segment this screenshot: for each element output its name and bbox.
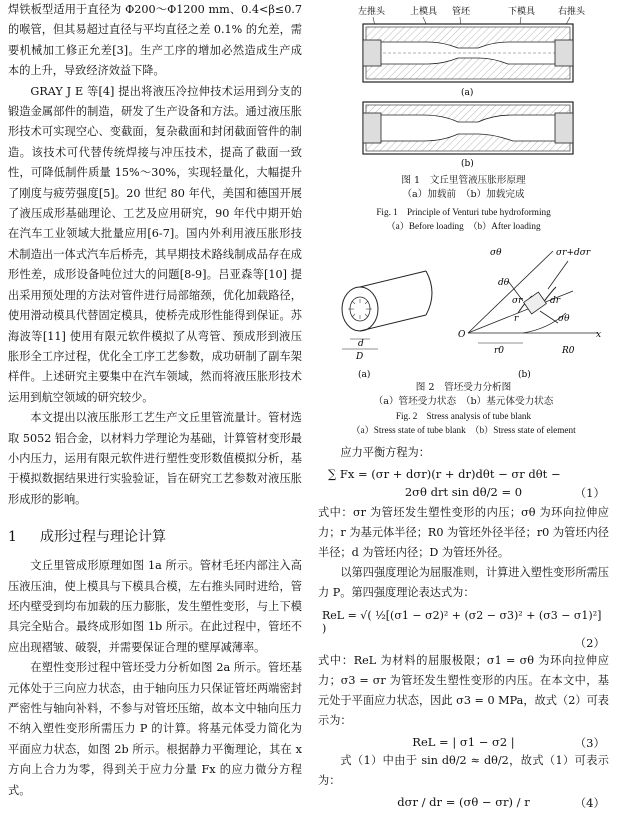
section-title: 成形过程与理论计算 (40, 529, 166, 546)
paragraph-2: GRAY J E 等[4] 提出将液压冷拉伸技术运用到分支的锻造金属部件的制造，研发了生产设备和方法。通过液压胀形技术可实现空心、变截面，复杂截面和封闭截面管件的制造。该技术可代替传统焊接与冲压技术，提高了截面一致性，可降低制件质量 15%～30%，实现轻量化，大幅提升了刚度与疲劳强度[5]。20 世纪 80 年代，美国和德国开展了液压成形基础理论、工艺及应用研究，90 年代中期开始在汽车工业领域大批量应用[6-7]。国内外利用液压胀形技术制造出一体式汽车后桥壳，其早期技术路线制成品存在成形性差，成形设备吨位过大的问题[8-9]。吕亚森等[10] 提出采用预处理的方法对管件进行局部缩颈，优化加载路径，使用滑动模具代替固定模具，使桥壳成形性能得到保证。苏海波等[11] 使用有限元软件模拟了从弯管、预成形到液压胀形全工序过程，优化全工序工艺参数，成功研制了副车架样件。上述研究主要集中在汽车领域，然而将液压胀形技术运用到航空领域的研究较少。 (8, 84, 302, 404)
figure-1-caption-cn: 图 1 文丘里管液压胀形原理 (401, 175, 526, 186)
figure-2-caption-cn: 图 2 管坯受力分析图 (415, 382, 512, 393)
figure-1-caption-en-sub: （a）Before loading （b）After loading (386, 221, 541, 231)
equation-1-line-2 (318, 485, 609, 499)
label-right-pusher: 右推头 (558, 7, 586, 17)
paragraph-5: 在塑性变形过程中管坯受力分析如图 2a 所示。管坯基元体处于三向应力状态，由于轴向压力只保证管坯两端密封严密性与轴向补料，不参与对管坯压缩，故本文中轴向压力不纳入塑性变形所需压力 P 的计算。将基元体受力简化为平面应力状态，如图 2b 所示。根据静力平衡理论，其在 x 方向上合力为零，得到关于应力分量 Fx 的应力微分方程式。 (8, 661, 302, 797)
fourth-strength-intro: 以第四强度理论为屈服准则，计算进入塑性变形所需压力 P。第四强度理论表达式为： (318, 566, 609, 599)
label-x-axis: x (596, 330, 602, 340)
equation-2-number: （2） (574, 636, 605, 650)
figure-2-caption-cn-sub: （a）管坯受力状态 （b）基元体受力状态 (373, 396, 554, 407)
figure-2-caption-en-sub: （a）Stress state of tube blank （b）Stress state of element (351, 425, 576, 435)
label-left-pusher: 左推头 (358, 7, 386, 17)
label-r0: r0 (494, 346, 505, 356)
figure-1a-label: (a) (461, 88, 474, 98)
label-sigma-theta-top: σθ (490, 248, 502, 258)
equation-4: dσr / dr = (σθ − σr) / r (397, 795, 530, 809)
figure-2b-element (468, 251, 598, 343)
equation-1-number: （1） (574, 486, 605, 500)
label-lower-die: 下模具 (508, 7, 536, 17)
figure-2a-tube (342, 271, 432, 349)
label-upper-die: 上模具 (410, 7, 438, 17)
figure-1-drawing (318, 0, 609, 170)
figure-2-drawing (318, 241, 609, 381)
equation-4-number: （4） (574, 796, 605, 810)
equation-1-line-2-text: 2σθ drt sin dθ/2 = 0 (404, 485, 523, 499)
equation-3-row (318, 735, 609, 749)
label-origin: O (458, 330, 466, 340)
label-d: d (358, 339, 364, 349)
label-r: r (514, 314, 519, 324)
label-R0: R0 (562, 346, 575, 356)
equation-2-explanation: 式中：ReL 为材料的屈服极限；σ1 = σθ 为环向拉伸应力；σ3 = σr 为管坯发生塑性变形的内压。在本文中，基元处于平面应力状态，因此 σ3 = 0 MPa，故式（2）可表示为： (318, 654, 609, 727)
right-text-block (318, 443, 609, 809)
equation-3: ReL = | σ1 − σ2 | (412, 735, 515, 749)
figure-1b-label: (b) (461, 159, 474, 169)
label-D: D (356, 352, 364, 362)
label-sigma-r: σr (512, 296, 523, 306)
figure-2a-label: (a) (358, 370, 371, 380)
figure-1-caption-en: Fig. 1 Principle of Venturi tube hydroforming (376, 207, 551, 217)
paragraph-4: 文丘里管成形原理如图 1a 所示。管材毛坯内部注入高压液压油，使上模具与下模具合模，左右推头同时进给，管坯内壁受到均布加载的压力膨胀，发生塑性变形，与上下模具完全贴合。最终成形如图 1b 所示。在此过程中，管坯不应出现褶皱、破裂，并需要保证合理的壁厚减薄率。 (8, 559, 302, 654)
label-sigma-r-plus: σr+dσr (556, 248, 591, 258)
equation-1-line-1: ∑ Fx = (σr + dσr)(r + dr)dθt − σr dθt − (328, 467, 561, 481)
label-sigma-theta-bot: σθ (558, 314, 570, 324)
label-dr: dr (550, 296, 561, 306)
figure-1 (318, 0, 609, 205)
figure-1b-assembly (363, 102, 573, 154)
equation-2: ReL = √( ½[(σ1 − σ2)² + (σ2 − σ3)² + (σ3 − σ1)²] ) (322, 609, 602, 635)
label-tube: 管坯 (452, 7, 471, 17)
label-dtheta: dθ (498, 278, 510, 288)
section-number: 1 (8, 529, 17, 546)
left-column (8, 0, 302, 801)
equation-4-row (318, 795, 609, 809)
figure-2-caption-en: Fig. 2 Stress analysis of tube blank (395, 411, 532, 421)
equation-1-explanation: 式中：σr 为管坯发生塑性变形的内压；σθ 为环向拉伸应力；r 为基元体半径；R0 为管坯外径半径；r0 为管坯内径半径；d 为管坯内径；D 为管坯外径。 (318, 506, 609, 559)
approximation-note: 式（1）中由于 sin dθ/2 ≈ dθ/2，故式（1）可表示为： (318, 754, 609, 787)
paragraph-3: 本文提出以液压胀形工艺生产文丘里管流量计。管材选取 5052 铝合金，以材料力学理论为基础，计算管材变形最小内压力，运用有限元软件进行塑性变形数值模拟分析，基于模拟数据结果进行实验验证，旨在研究工艺参数对液压胀形成形的影响。 (8, 411, 302, 506)
figure-2b-label: (b) (518, 370, 531, 380)
figure-1-caption-cn-sub: （a）加载前 （b）加载完成 (402, 189, 525, 200)
section-heading (8, 526, 302, 546)
equilibrium-intro: 应力平衡方程为： (340, 446, 430, 459)
figure-1a-assembly (363, 24, 573, 82)
equation-3-number: （3） (574, 736, 605, 750)
figure-2 (318, 241, 609, 381)
right-column (318, 0, 609, 809)
paragraph-1: 焊铁板型适用于直径为 Φ200～Φ1200 mm、0.4<β≤0.7 的喉管，但其易超过直径与平均直径之差 0.1% 的允差，需要机械加工修正允差[3]。生产工序的增加必然造成生产成本的上升，导致经济效益下降。 (8, 3, 302, 78)
